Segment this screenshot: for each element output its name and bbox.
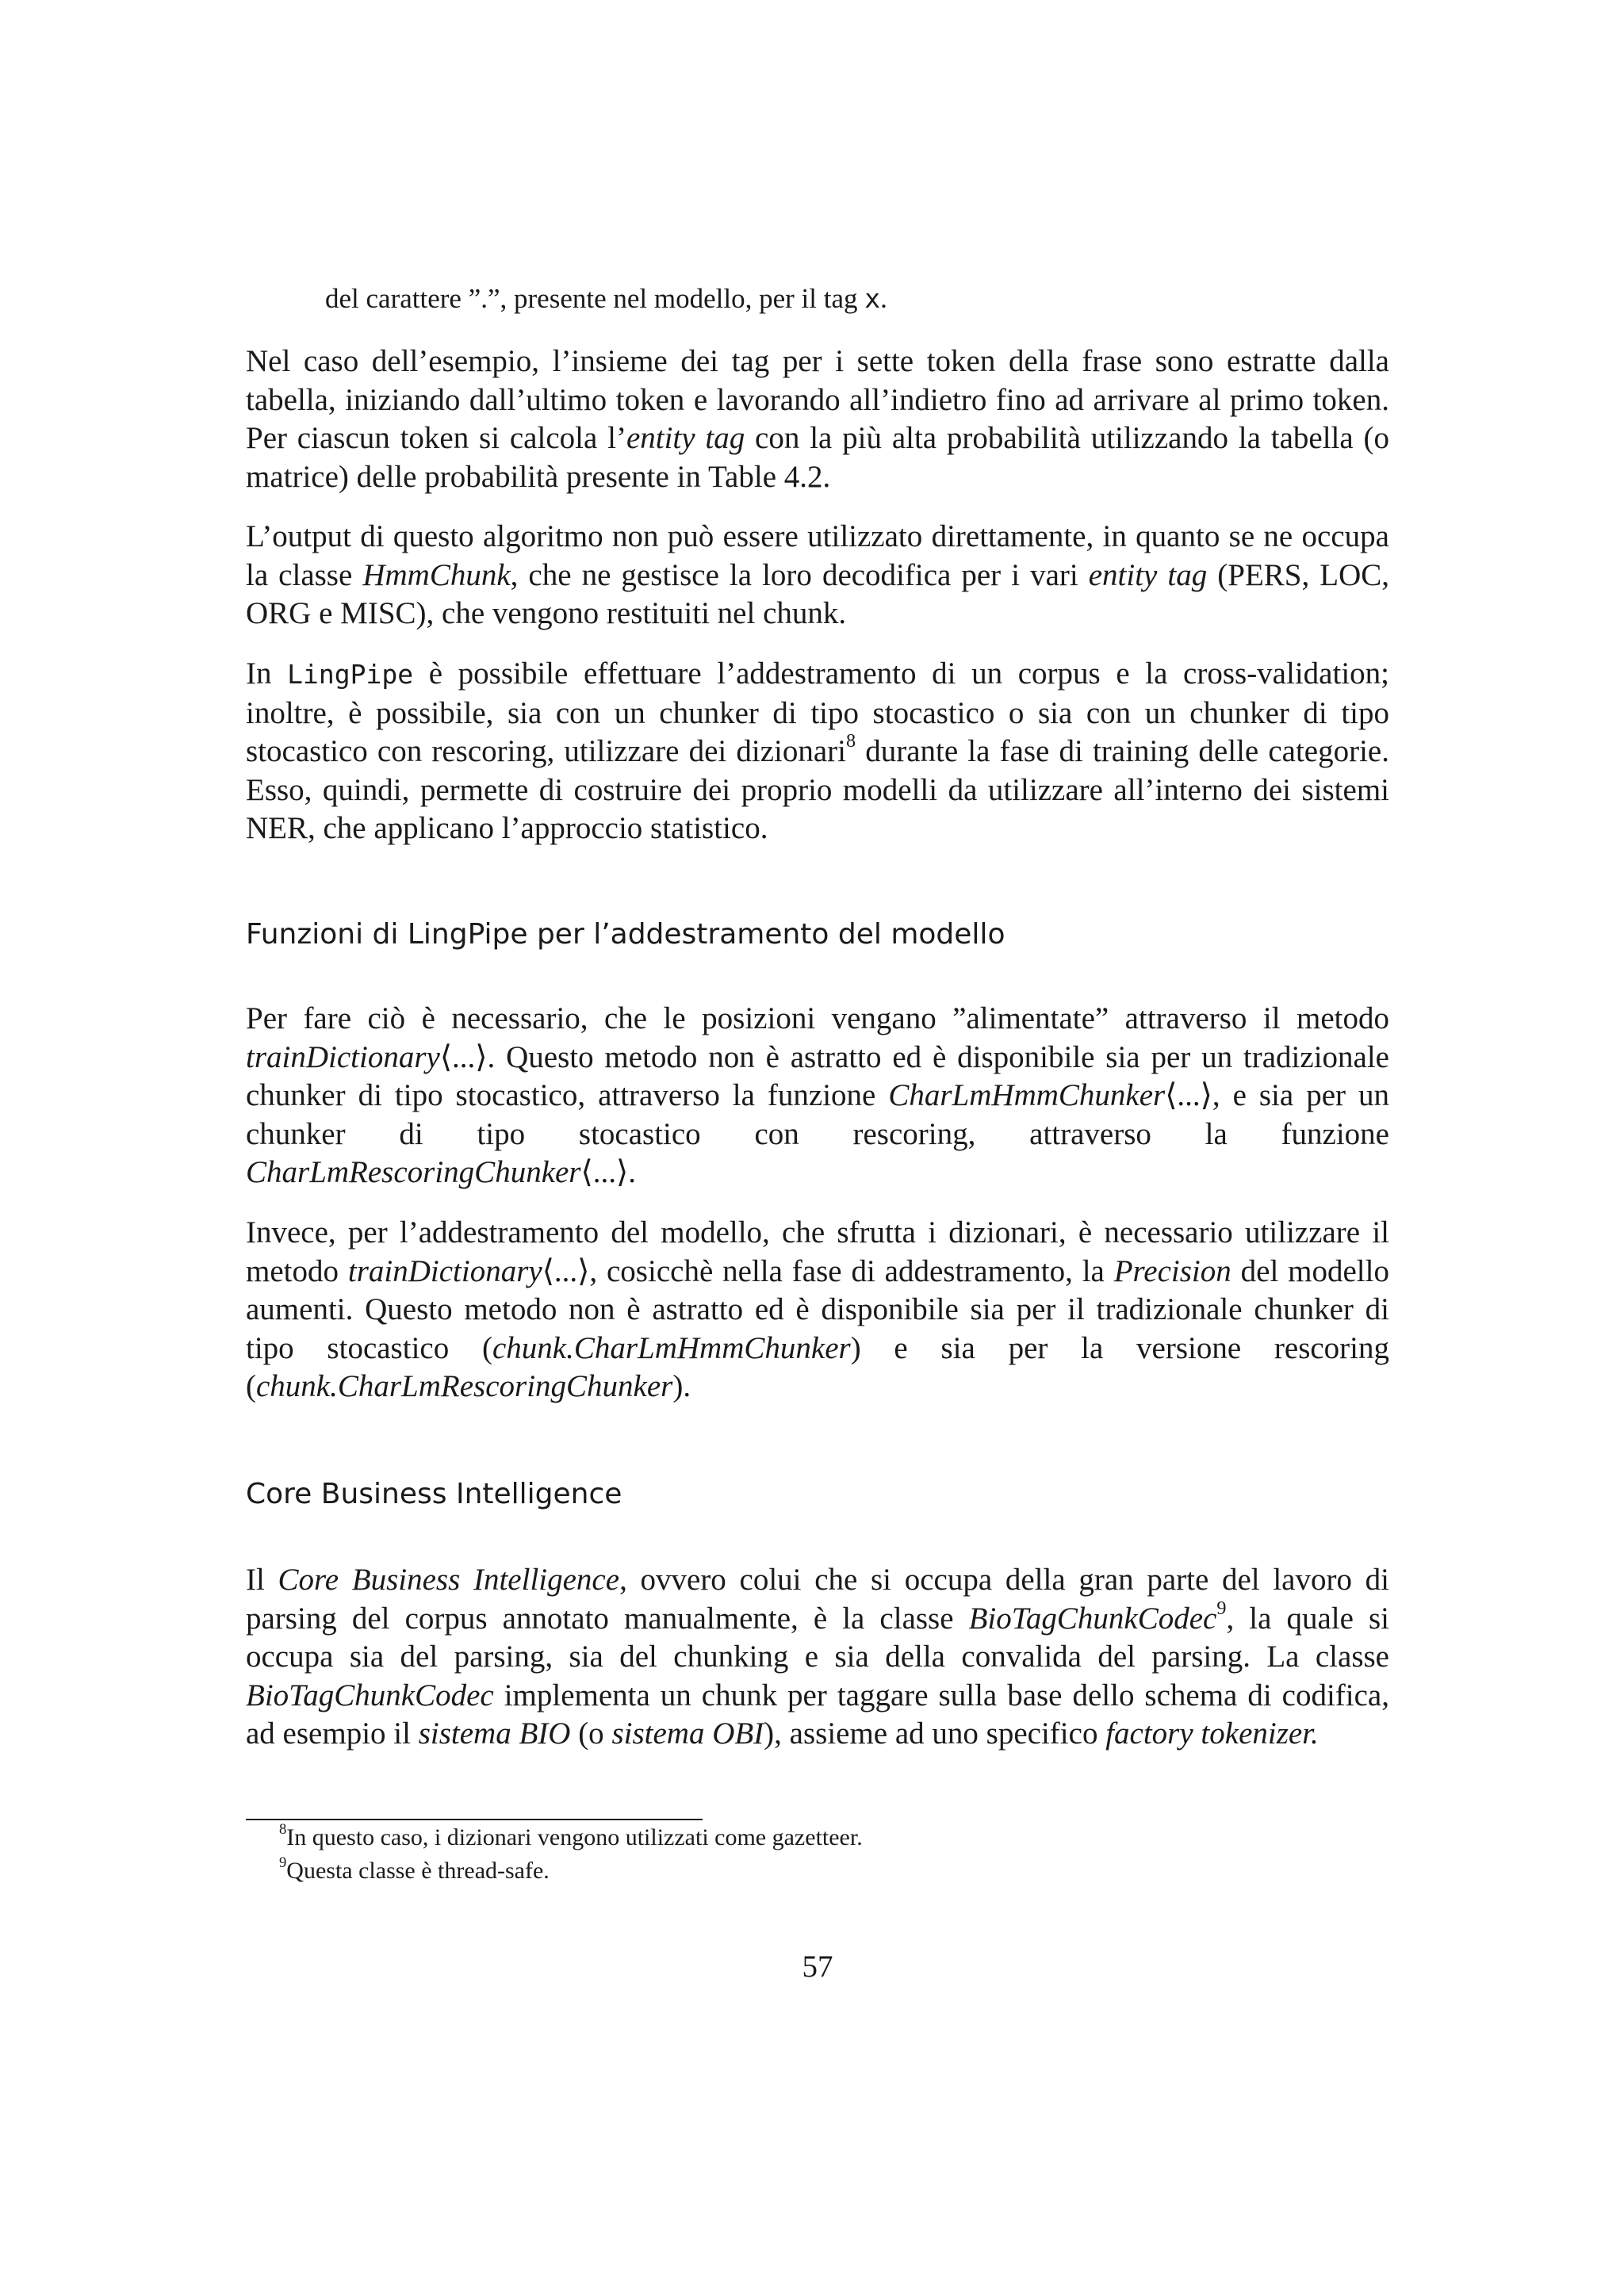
text-run: , ovvero colui che si occupa della gran parte del lavoro di parsing del corpus annotato manualmente, è la classe [246,1563,1389,1636]
section-heading: Funzioni di LingPipe per l’addestramento del modello [246,918,1005,951]
page-number: 57 [802,1950,833,1984]
text-run: Per fare ciò è necessario, che le posizioni vengano ”alimentate” attraverso il metodo [246,1001,1389,1035]
text-run: è possibile effettuare l’addestramento di un corpus e la cross-validation; inoltre, è possibile, sia con un chunker di tipo stocastico o sia con un chunker di tipo stocastico con rescoring, utilizzare dei dizionari [246,656,1389,768]
emphasis: CharLmRescoringChunker [246,1155,581,1189]
text-run: . [628,1155,636,1189]
emphasis: BioTagChunkCodec [246,1678,494,1712]
text-run: implementa un chunk per taggare sulla base dello schema di codifica, ad esempio il [246,1678,1389,1751]
footnote-divider [246,1819,703,1820]
paragraph-train-dictionary [246,1000,1389,1192]
text-run: , cosicchè nella fase di addestramento, la [589,1253,1114,1288]
text-run: del modello aumenti. Questo metodo non è astratto ed è disponibile sia per il tradizionale chunker di tipo stocastico ( [246,1253,1389,1365]
footnote-text: Questa classe è thread-safe. [286,1858,550,1884]
emphasis: Core Business Intelligence [278,1563,620,1597]
paragraph-output-hmmchunk [246,518,1389,633]
text-run: . [880,283,887,314]
emphasis: BioTagChunkCodec [968,1601,1217,1636]
footnote-ref[interactable]: 8 [845,729,856,752]
emphasis: trainDictionary [347,1253,542,1288]
text-run: (PERS, LOC, ORG e MISC), che vengono restituiti nel chunk. [246,557,1389,630]
emphasis: sistema OBI [611,1716,764,1751]
footnote-9 [279,1856,550,1886]
text-run: L’output di questo algoritmo non può essere utilizzato direttamente, in quanto se ne occupa la classe [246,519,1389,592]
paragraph-model-training [246,1214,1389,1406]
emphasis: sistema BIO [418,1716,571,1751]
text-run: con la più alta probabilità utilizzando la tabella (o matrice) delle probabilità presente in Table 4.2. [246,421,1390,494]
emphasis: CharLmHmmChunker [888,1078,1166,1112]
angle-args: ⟨...⟩ [580,1155,629,1189]
emphasis: factory tokenizer. [1105,1716,1319,1751]
emphasis: HmmChunk [362,557,511,592]
emphasis: chunk.CharLmHmmChunker [492,1330,851,1365]
paragraph-core-business-intelligence [246,1561,1389,1754]
section-heading: Core Business Intelligence [246,1478,622,1510]
emphasis: Precision [1113,1253,1231,1288]
emphasis: chunk.CharLmRescoringChunker [256,1369,673,1403]
paragraph-lingpipe-training [246,655,1389,848]
text-run: Nel caso dell’esempio, l’insieme dei tag per i sette token della frase sono estratte dalla tabella, iniziando dall’ultimo token e lavorando all’indietro fino ad arrivare al primo token. Per ciascun token si calcola l’ [246,344,1389,455]
text-run: , che ne gestisce la loro decodifica per i vari [510,557,1089,592]
text-run: , e sia per un chunker di tipo stocastico con rescoring, attraverso la funzione [246,1078,1390,1151]
footnote-ref[interactable]: 9 [1216,1597,1227,1619]
text-run: ). [672,1369,691,1403]
footnote-mark: 8 [279,1821,287,1839]
angle-args: ⟨...⟩ [1165,1078,1212,1112]
text-run: ), assieme ad uno specifico [764,1716,1106,1751]
footnote-mark: 9 [279,1854,287,1872]
paragraph-viterbi-explanation [246,342,1389,496]
emphasis: trainDictionary [246,1039,440,1074]
text-run: . Questo metodo non è astratto ed è disponibile sia per un tradizionale chunker di tipo stocastico, attraverso la funzione [246,1039,1389,1112]
angle-args: ⟨...⟩ [439,1039,488,1074]
text-run: In [246,656,288,691]
emphasis: entity tag [1088,557,1208,592]
text-run: , la quale si occupa sia del parsing, sia del chunking e sia della convalida del parsing. La classe [246,1601,1389,1674]
text-run: Il [246,1563,278,1597]
text-run: del carattere ”.”, presente nel modello, per il tag [325,283,865,314]
text-run: ) e sia per la versione rescoring ( [246,1330,1390,1403]
text-run: durante la fase di training delle categorie. Esso, quindi, permette di costruire dei proprio modelli da utilizzare all’interno dei sistemi NER, che applicano l’approccio statistico. [246,734,1389,845]
footnote-text: In questo caso, i dizionari vengono utilizzati come gazetteer. [286,1824,863,1850]
text-run: Invece, per l’addestramento del modello, che sfrutta i dizionari, è necessario utilizzare il metodo [246,1215,1389,1288]
inline-code: LingPipe [287,659,414,690]
list-item-continuation [325,281,887,316]
angle-args: ⟨...⟩ [542,1253,590,1288]
emphasis: entity tag [626,421,745,455]
text-run: (o [570,1716,612,1751]
inline-code: x [864,283,881,314]
footnote-8 [279,1823,863,1853]
